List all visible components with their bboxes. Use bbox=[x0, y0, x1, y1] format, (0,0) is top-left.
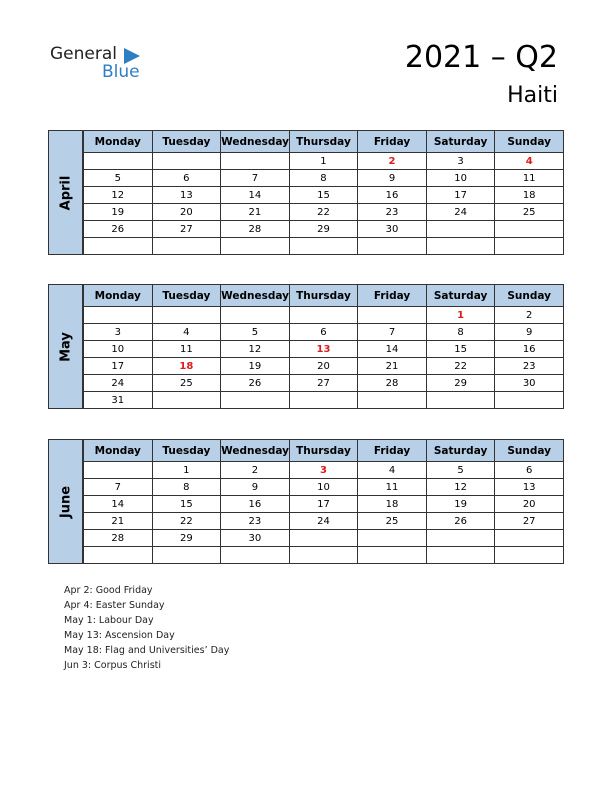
day-cell: 5 bbox=[221, 324, 290, 341]
day-cell: 11 bbox=[495, 170, 564, 187]
day-cell: 3 bbox=[426, 153, 495, 170]
day-cell bbox=[152, 307, 221, 324]
day-cell: 18 bbox=[358, 496, 427, 513]
weekday-header-row bbox=[84, 440, 564, 462]
weekday-header: Wednesday bbox=[221, 285, 290, 307]
weekday-header: Sunday bbox=[495, 131, 564, 153]
day-cell: 6 bbox=[495, 462, 564, 479]
day-cell bbox=[152, 547, 221, 564]
day-cell bbox=[426, 392, 495, 409]
day-cell bbox=[152, 392, 221, 409]
brand-word-general: General bbox=[50, 44, 117, 64]
day-cell: 22 bbox=[289, 204, 358, 221]
day-cell: 21 bbox=[84, 513, 153, 530]
day-cell: 9 bbox=[495, 324, 564, 341]
day-cell: 22 bbox=[426, 358, 495, 375]
day-cell: 29 bbox=[289, 221, 358, 238]
week-row bbox=[84, 204, 564, 221]
day-cell: 1 bbox=[289, 153, 358, 170]
day-cell: 3 bbox=[84, 324, 153, 341]
month-name: April bbox=[58, 175, 73, 210]
day-cell: 21 bbox=[221, 204, 290, 221]
day-cell: 11 bbox=[152, 341, 221, 358]
month-label bbox=[48, 439, 83, 564]
week-row bbox=[84, 358, 564, 375]
day-cell: 15 bbox=[289, 187, 358, 204]
week-row bbox=[84, 462, 564, 479]
weekday-header: Monday bbox=[84, 440, 153, 462]
week-row bbox=[84, 341, 564, 358]
day-cell: 27 bbox=[495, 513, 564, 530]
day-cell: 26 bbox=[426, 513, 495, 530]
weekday-header: Saturday bbox=[426, 131, 495, 153]
day-cell bbox=[358, 547, 427, 564]
day-cell: 5 bbox=[426, 462, 495, 479]
week-row bbox=[84, 170, 564, 187]
day-cell bbox=[221, 547, 290, 564]
day-cell: 24 bbox=[84, 375, 153, 392]
holiday-note: May 13: Ascension Day bbox=[64, 630, 175, 641]
day-cell: 12 bbox=[426, 479, 495, 496]
calendar-table bbox=[83, 439, 564, 564]
day-cell bbox=[426, 530, 495, 547]
day-cell: 4 bbox=[495, 153, 564, 170]
holiday-note: Apr 2: Good Friday bbox=[64, 585, 153, 596]
week-row bbox=[84, 392, 564, 409]
week-row bbox=[84, 375, 564, 392]
day-cell: 20 bbox=[495, 496, 564, 513]
day-cell: 15 bbox=[152, 496, 221, 513]
day-cell: 12 bbox=[84, 187, 153, 204]
day-cell bbox=[84, 547, 153, 564]
day-cell bbox=[289, 392, 358, 409]
day-cell bbox=[221, 307, 290, 324]
weekday-header: Sunday bbox=[495, 440, 564, 462]
day-cell: 10 bbox=[426, 170, 495, 187]
week-row bbox=[84, 547, 564, 564]
day-cell: 15 bbox=[426, 341, 495, 358]
week-row bbox=[84, 187, 564, 204]
weekday-header: Thursday bbox=[289, 285, 358, 307]
day-cell: 13 bbox=[495, 479, 564, 496]
week-row bbox=[84, 496, 564, 513]
day-cell: 24 bbox=[289, 513, 358, 530]
day-cell: 30 bbox=[358, 221, 427, 238]
day-cell: 20 bbox=[152, 204, 221, 221]
day-cell: 18 bbox=[495, 187, 564, 204]
page-title: 2021 – Q2 bbox=[404, 40, 558, 75]
day-cell: 23 bbox=[358, 204, 427, 221]
day-cell bbox=[495, 392, 564, 409]
day-cell: 17 bbox=[84, 358, 153, 375]
month-label bbox=[48, 130, 83, 255]
weekday-header: Monday bbox=[84, 285, 153, 307]
day-cell: 16 bbox=[495, 341, 564, 358]
day-cell: 16 bbox=[358, 187, 427, 204]
day-cell: 8 bbox=[426, 324, 495, 341]
weekday-header: Friday bbox=[358, 285, 427, 307]
day-cell bbox=[426, 238, 495, 255]
day-cell: 23 bbox=[495, 358, 564, 375]
month-name: May bbox=[58, 331, 73, 362]
weekday-header: Tuesday bbox=[152, 440, 221, 462]
weekday-header: Sunday bbox=[495, 285, 564, 307]
day-cell: 28 bbox=[84, 530, 153, 547]
holiday-note: May 1: Labour Day bbox=[64, 615, 154, 626]
weekday-header: Thursday bbox=[289, 440, 358, 462]
weekday-header: Saturday bbox=[426, 285, 495, 307]
calendar-table bbox=[83, 284, 564, 409]
day-cell: 8 bbox=[289, 170, 358, 187]
day-cell: 31 bbox=[84, 392, 153, 409]
calendar-table bbox=[83, 130, 564, 255]
day-cell: 6 bbox=[289, 324, 358, 341]
weekday-header-row bbox=[84, 131, 564, 153]
day-cell: 1 bbox=[426, 307, 495, 324]
day-cell: 19 bbox=[84, 204, 153, 221]
day-cell: 14 bbox=[358, 341, 427, 358]
day-cell: 13 bbox=[152, 187, 221, 204]
day-cell: 17 bbox=[426, 187, 495, 204]
brand-logo bbox=[50, 44, 150, 84]
day-cell: 2 bbox=[358, 153, 427, 170]
day-cell: 13 bbox=[289, 341, 358, 358]
day-cell: 8 bbox=[152, 479, 221, 496]
day-cell bbox=[152, 238, 221, 255]
day-cell: 2 bbox=[221, 462, 290, 479]
day-cell: 3 bbox=[289, 462, 358, 479]
day-cell: 27 bbox=[289, 375, 358, 392]
month-name: June bbox=[58, 485, 73, 518]
week-row bbox=[84, 513, 564, 530]
day-cell: 14 bbox=[84, 496, 153, 513]
day-cell: 28 bbox=[358, 375, 427, 392]
week-row bbox=[84, 221, 564, 238]
holiday-note: Jun 3: Corpus Christi bbox=[64, 660, 162, 671]
country-name: Haiti bbox=[507, 83, 558, 108]
day-cell bbox=[221, 153, 290, 170]
day-cell bbox=[495, 221, 564, 238]
day-cell: 19 bbox=[221, 358, 290, 375]
brand-word-blue: Blue bbox=[102, 62, 140, 82]
day-cell: 1 bbox=[152, 462, 221, 479]
weekday-header: Wednesday bbox=[221, 440, 290, 462]
day-cell: 25 bbox=[495, 204, 564, 221]
day-cell: 29 bbox=[152, 530, 221, 547]
week-row bbox=[84, 530, 564, 547]
day-cell: 10 bbox=[289, 479, 358, 496]
day-cell bbox=[221, 238, 290, 255]
holiday-notes bbox=[64, 583, 229, 673]
day-cell: 29 bbox=[426, 375, 495, 392]
weekday-header: Friday bbox=[358, 440, 427, 462]
week-row bbox=[84, 153, 564, 170]
day-cell: 2 bbox=[495, 307, 564, 324]
holiday-note: Apr 4: Easter Sunday bbox=[64, 600, 165, 611]
day-cell: 16 bbox=[221, 496, 290, 513]
day-cell: 26 bbox=[84, 221, 153, 238]
day-cell bbox=[426, 547, 495, 564]
day-cell bbox=[358, 392, 427, 409]
weekday-header: Monday bbox=[84, 131, 153, 153]
day-cell: 5 bbox=[84, 170, 153, 187]
day-cell bbox=[221, 392, 290, 409]
day-cell bbox=[495, 547, 564, 564]
day-cell: 30 bbox=[221, 530, 290, 547]
day-cell bbox=[84, 238, 153, 255]
weekday-header: Saturday bbox=[426, 440, 495, 462]
day-cell bbox=[289, 307, 358, 324]
day-cell: 19 bbox=[426, 496, 495, 513]
day-cell bbox=[289, 530, 358, 547]
week-row bbox=[84, 307, 564, 324]
day-cell: 28 bbox=[221, 221, 290, 238]
week-row bbox=[84, 324, 564, 341]
day-cell: 11 bbox=[358, 479, 427, 496]
day-cell: 10 bbox=[84, 341, 153, 358]
weekday-header: Tuesday bbox=[152, 131, 221, 153]
day-cell: 9 bbox=[358, 170, 427, 187]
day-cell: 21 bbox=[358, 358, 427, 375]
day-cell bbox=[358, 238, 427, 255]
day-cell bbox=[84, 462, 153, 479]
day-cell: 7 bbox=[358, 324, 427, 341]
day-cell: 26 bbox=[221, 375, 290, 392]
day-cell bbox=[358, 530, 427, 547]
weekday-header: Tuesday bbox=[152, 285, 221, 307]
day-cell: 7 bbox=[221, 170, 290, 187]
day-cell: 17 bbox=[289, 496, 358, 513]
weekday-header: Thursday bbox=[289, 131, 358, 153]
day-cell: 4 bbox=[358, 462, 427, 479]
weekday-header-row bbox=[84, 285, 564, 307]
day-cell bbox=[495, 530, 564, 547]
day-cell: 22 bbox=[152, 513, 221, 530]
week-row bbox=[84, 479, 564, 496]
day-cell: 23 bbox=[221, 513, 290, 530]
day-cell bbox=[84, 307, 153, 324]
weekday-header: Friday bbox=[358, 131, 427, 153]
day-cell bbox=[152, 153, 221, 170]
day-cell: 25 bbox=[358, 513, 427, 530]
week-row bbox=[84, 238, 564, 255]
day-cell: 6 bbox=[152, 170, 221, 187]
day-cell bbox=[289, 547, 358, 564]
day-cell: 18 bbox=[152, 358, 221, 375]
day-cell: 30 bbox=[495, 375, 564, 392]
day-cell: 20 bbox=[289, 358, 358, 375]
day-cell: 4 bbox=[152, 324, 221, 341]
day-cell bbox=[495, 238, 564, 255]
month-label bbox=[48, 284, 83, 409]
weekday-header: Wednesday bbox=[221, 131, 290, 153]
day-cell: 14 bbox=[221, 187, 290, 204]
day-cell bbox=[358, 307, 427, 324]
day-cell bbox=[84, 153, 153, 170]
day-cell: 7 bbox=[84, 479, 153, 496]
day-cell bbox=[289, 238, 358, 255]
day-cell bbox=[426, 221, 495, 238]
day-cell: 27 bbox=[152, 221, 221, 238]
day-cell: 25 bbox=[152, 375, 221, 392]
day-cell: 9 bbox=[221, 479, 290, 496]
day-cell: 24 bbox=[426, 204, 495, 221]
day-cell: 12 bbox=[221, 341, 290, 358]
holiday-note: May 18: Flag and Universities’ Day bbox=[64, 645, 230, 656]
